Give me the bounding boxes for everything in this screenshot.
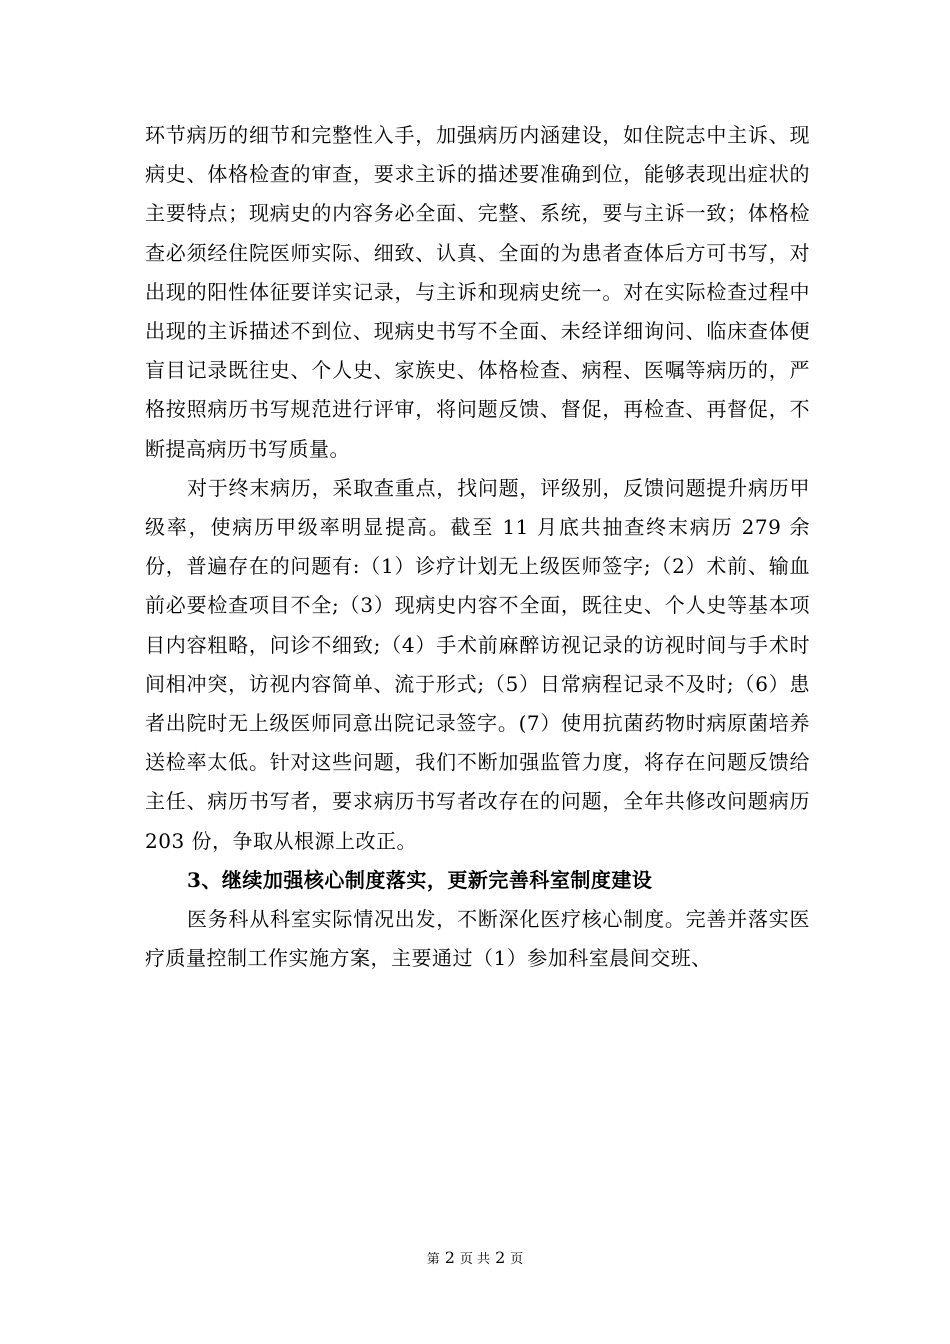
paragraph-core-system: 医务科从科室实际情况出发，不断深化医疗核心制度。完善并落实医疗质量控制工作实施方案，主要通过（1）参加科室晨间交班、 <box>145 907 810 971</box>
footer-suffix: 页 <box>510 1252 524 1267</box>
section-heading-number: 3 <box>187 867 202 892</box>
paragraph-medical-record-review: 环节病历的细节和完整性入手，加强病历内涵建设，如住院志中主诉、现病史、体格检查的审查，要求主诉的描述要准确到位，能够表现出症状的主要特点；现病史的内容务必全面、完整、系统，要与主诉一致；体格检查必须经住院医师实际、细致、认真、全面的为患者查体后方可书写，对出现的阳性体征要详实记录，与主诉和现病史统一。对在实际检查过程中出现的主诉描述不到位、现病史书写不全面、未经详细询问、临床查体便盲目记录既往史、个人史、家族史、体格检查、病程、医嘱等病历的，严格按照病历书写规范进行评审，将问题反馈、督促，再检查、再督促，不断提高病历书写质量。 <box>145 123 810 461</box>
footer-middle: 页 共 <box>459 1252 491 1267</box>
footer-page-number: 2 <box>444 1248 455 1267</box>
paragraph-final-record-review: 对于终末病历，采取查重点，找问题，评级别，反馈问题提升病历甲级率，使病历甲级率明显提高。截至 11 月底共抽查终末病历 279 余份，普遍存在的问题有:（1）诊疗计划无上级医师签字;（2）术前、输血前必要检查项目不全;（3）现病史内容不全面，既往史、个人史等基本项目内容粗略，问诊不细致;（4）手术前麻醉访视记录的访视时间与手术时间相冲突，访视内容简单、流于形式;（5）日常病程记录不及时;（6）患者出院时无上级医师同意出院记录签字。(7）使用抗菌药物时病原菌培养送检率太低。针对这些问题，我们不断加强监管力度，将存在问题反馈给主任、病历书写者，要求病历书写者改存在的问题，全年共修改问题病历 203 份，争取从根源上改正。 <box>145 475 810 853</box>
section-heading-text: 、继续加强核心制度落实，更新完善科室制度建设 <box>201 867 653 892</box>
footer-total-pages: 2 <box>495 1248 506 1267</box>
footer-prefix: 第 <box>426 1252 440 1267</box>
section-heading <box>145 861 810 900</box>
page-footer <box>0 1250 950 1268</box>
document-body <box>145 116 810 978</box>
